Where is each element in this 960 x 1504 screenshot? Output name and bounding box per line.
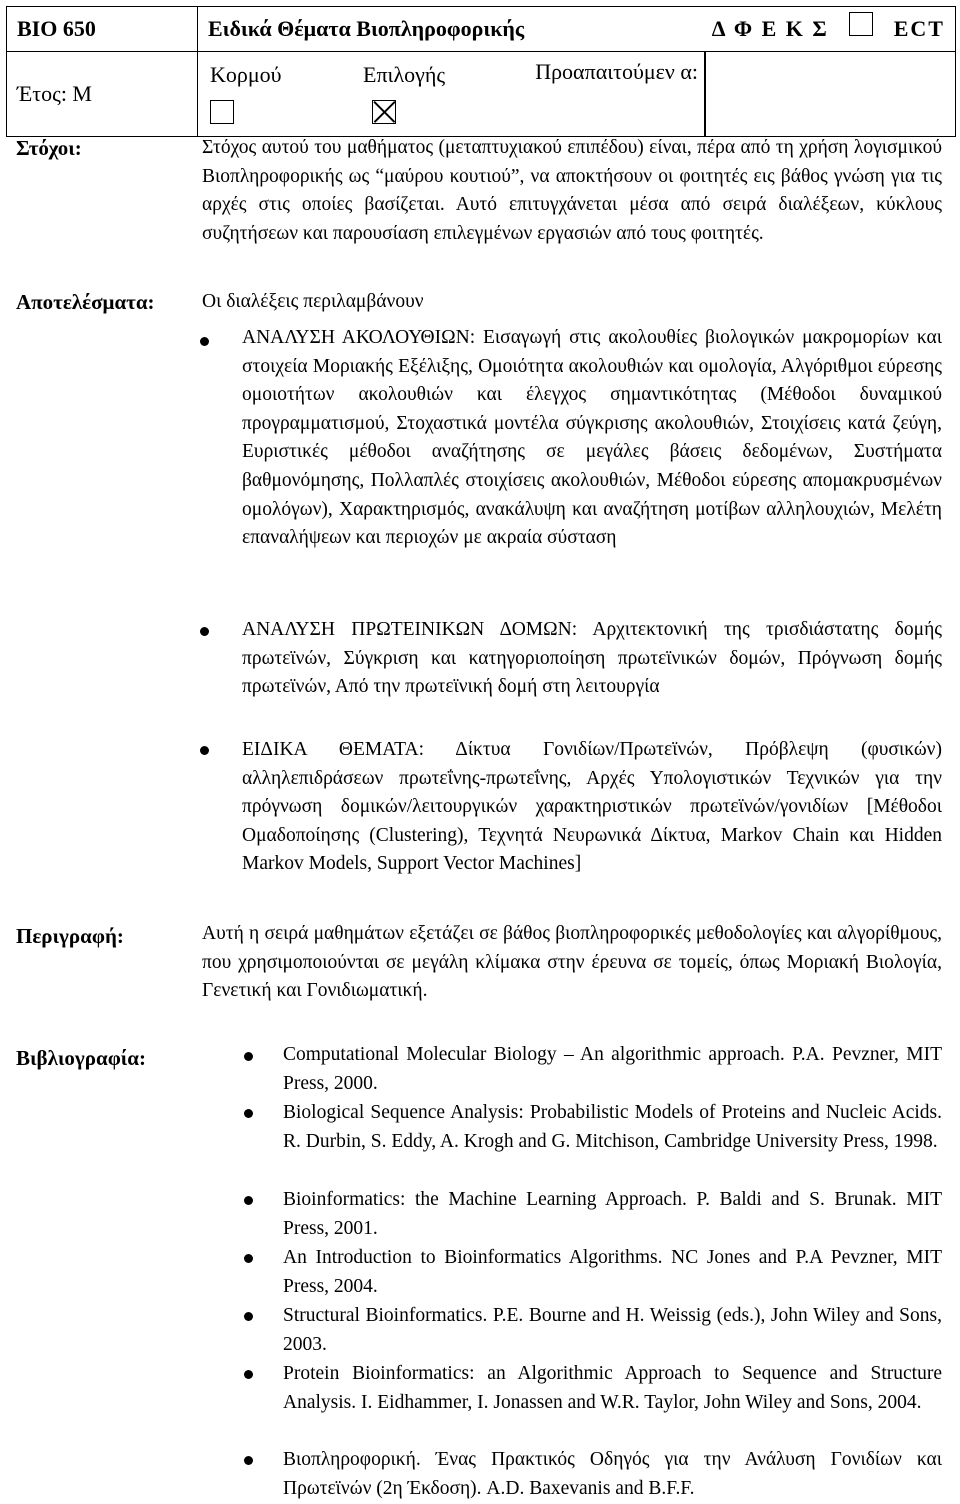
bibliography-item: An Introduction to Bioinformatics Algorithms. NC Jones and P.A Pevzner, MIT Press, 2004.: [283, 1247, 942, 1297]
bullet-icon: [200, 746, 209, 755]
bullet-icon: [244, 1052, 253, 1061]
outcome-item: ΑΝΑΛΥΣΗ ΑΚΟΛΟΥΘΙΩΝ: Εισαγωγή στις ακολουθίες βιολογικών μακρομορίων και στοιχεία Μοριακής Εξέλιξης, Ομοιότητα ακολουθιών και ομολογία, Αλγόριθμοι εύρεσης ομοιοτήτων ακολουθιών και έλεγχος σημαντικότητας (Μέθοδοι δυναμικού προγραμματισμού, Στοχαστικά μοντέλα σύγκρισης ακολουθιών, Στοιχίσεις κατά ζεύγη, Ευριστικές μέθοδοι αναζήτησης σε μεγάλες βάσεις δεδομένων, Συστήματα βαθμονόμησης, Πολλαπλές στοιχίσεις ακολουθιών, Μέθοδοι εύρεσης απομακρυσμένων ομολόγων), Χαρακτηρισμός, ανακάλυψη και αναζήτηση μοτίβων αλληλουχιών, Μελέτη επαναλήψεων και περιοχών με ακραία σύσταση: [242, 327, 942, 549]
bullet-icon: [244, 1312, 253, 1321]
bullet-icon: [244, 1109, 253, 1118]
bibliography-item: Βιοπληροφορική. Ένας Πρακτικός Οδηγός για την Ανάλυση Γονιδίων και Πρωτεϊνών (2η Έκδοση). A.D. Baxevanis and B.F.F.: [283, 1449, 942, 1499]
bibliography-item: Computational Molecular Biology – An algorithmic approach. P.A. Pevzner, MIT Press, 2000.: [283, 1044, 942, 1094]
ect-box-icon: [849, 12, 873, 36]
description-text: Αυτή η σειρά μαθημάτων εξετάζει σε βάθος βιοπληροφορικές μεθοδολογίες και αλγορίθμους, που χρησιμοποιούνται σε μεγάλη κλίμακα στην έρευνα σε τομείς, όπως Μοριακή Βιολογία, Γενετική και Γονιδιωματική.: [202, 923, 942, 1002]
year-label: Έτος: Μ: [7, 52, 198, 137]
bibliography-item: Biological Sequence Analysis: Probabilistic Models of Proteins and Nucleic Acids. R. Durbin, S. Eddy, A. Krogh and G. Mitchison, Cambridge University Press, 1998.: [283, 1102, 942, 1152]
elective-label: Επιλογής: [363, 62, 446, 87]
bibliography-item: Structural Bioinformatics. P.E. Bourne and H. Weissig (eds.), John Wiley and Sons, 2003.: [283, 1305, 942, 1355]
objectives-label: Στόχοι:: [16, 136, 82, 160]
flags-letters: Δ Φ Ε Κ Σ: [711, 16, 829, 41]
objectives-text: Στόχος αυτού του μαθήματος (μεταπτυχιακού επιπέδου) είναι, πέρα από τη χρήση λογισμικού Βιοπληροφορικής ως “μαύρου κουτιού”, να αποκτήσουν οι φοιτητές εις βάθος γνώση για τις αρχές στις οποίες βασίζεται. Αυτό επιτυγχάνεται μέσα από σειρά διαλέξεων, κύκλους συζητήσεων και παρουσίαση επιλεγμένων εργασιών από τους φοιτητές.: [202, 137, 942, 244]
course-title-cell: [198, 7, 956, 52]
bibliography-label: Βιβλιογραφία:: [16, 1046, 147, 1070]
outcome-item: ΕΙΔΙΚΑ ΘΕΜΑΤΑ: Δίκτυα Γονιδίων/Πρωτεϊνών, Πρόβλεψη (φυσικών) αλληλεπιδράσεων πρωτεΐνης-πρωτεΐνης, Αρχές Υπολογιστικών Τεχνικών για την πρόγνωση δομικών/λειτουργικών χαρακτηριστικών πρωτεϊνών/γονιδίων [Μέθοδοι Ομαδοποίησης (Clustering), Τεχνητά Νευρωνικά Δίκτυα, Markov Chain και Hidden Markov Models, Support Vector Machines]: [242, 739, 942, 875]
bibliography-item: Bioinformatics: the Machine Learning Approach. P. Baldi and S. Brunak. MIT Press, 2001.: [283, 1189, 942, 1239]
core-checkbox-icon: [210, 100, 234, 124]
bibliography-item: Protein Bioinformatics: an Algorithmic Approach to Sequence and Structure Analysis. I. Eidhammer, I. Jonassen and W.R. Taylor, John Wiley and Sons, 2004.: [283, 1363, 942, 1413]
course-type-cell: [198, 52, 956, 137]
outcomes-intro: Οι διαλέξεις περιλαμβάνουν: [202, 291, 424, 312]
bullet-icon: [244, 1254, 253, 1263]
bullet-icon: [200, 627, 209, 636]
core-label: Κορμού: [210, 62, 282, 87]
bullet-icon: [244, 1456, 253, 1465]
elective-checkbox-icon: [372, 100, 396, 124]
ect-label: ECT: [893, 16, 945, 41]
course-flags: [712, 16, 945, 42]
prerequisites-label: Προαπαιτούμεν α:: [535, 59, 698, 84]
description-label: Περιγραφή:: [16, 924, 124, 948]
table-divider: [704, 51, 706, 137]
outcome-item: ΑΝΑΛΥΣΗ ΠΡΩΤΕΙΝΙΚΩΝ ΔΟΜΩΝ: Αρχιτεκτονική της τρισδιάστατης δομής πρωτεϊνών, Σύγκριση και κατηγοριοποίηση πρωτεϊνικών δομών, Πρόγνωση δομής πρωτεϊνών, Από την πρωτεϊνική δομή στη λειτουργία: [242, 619, 942, 698]
course-code: ΒΙΟ 650: [7, 7, 198, 52]
bullet-icon: [244, 1196, 253, 1205]
course-title: Ειδικά Θέματα Βιοπληροφορικής: [208, 16, 525, 41]
course-header-table: [6, 6, 956, 137]
bullet-icon: [244, 1370, 253, 1379]
bullet-icon: [200, 337, 209, 346]
outcomes-label: Αποτελέσματα:: [16, 290, 155, 314]
